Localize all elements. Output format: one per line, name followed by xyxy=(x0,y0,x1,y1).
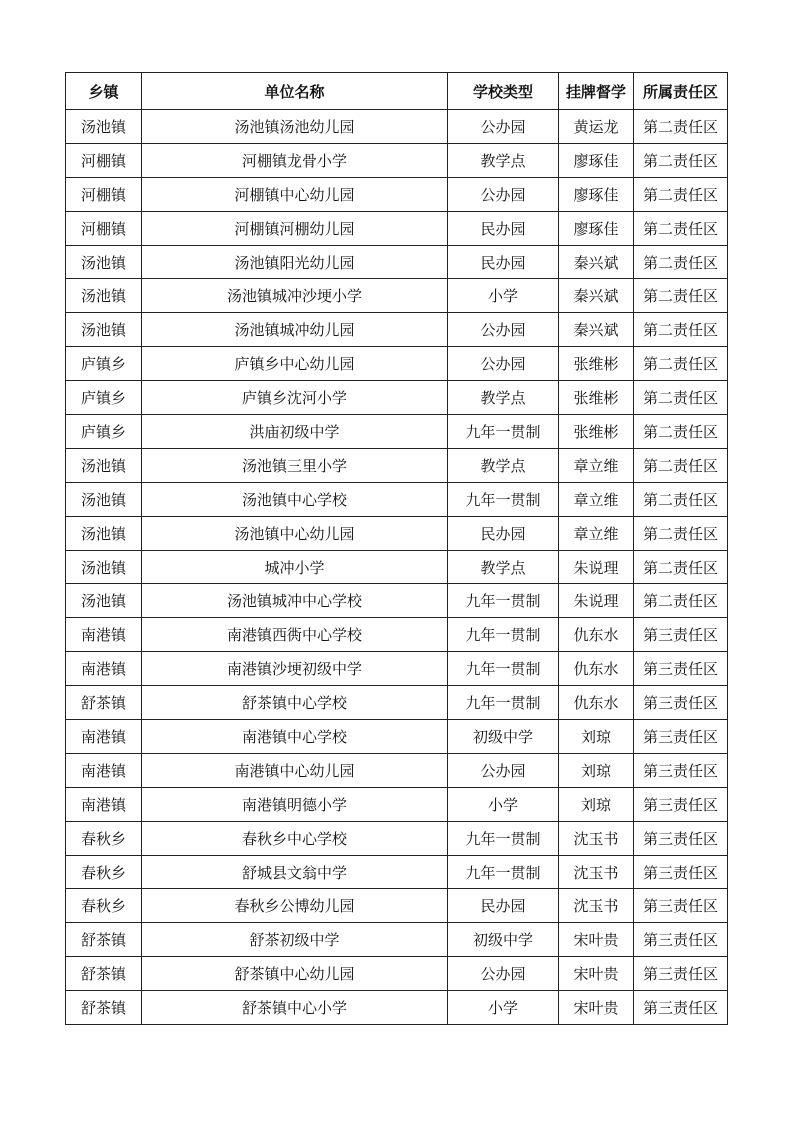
table-row xyxy=(66,855,728,889)
cell-school-type: 小学 xyxy=(448,787,559,821)
cell-unit-name: 春秋乡公博幼儿园 xyxy=(142,889,448,923)
table-row xyxy=(66,279,728,313)
table-row xyxy=(66,313,728,347)
cell-supervisor: 刘琼 xyxy=(559,720,634,754)
cell-school-type: 教学点 xyxy=(448,143,559,177)
table-row xyxy=(66,177,728,211)
cell-supervisor: 刘琼 xyxy=(559,753,634,787)
cell-school-type: 九年一贯制 xyxy=(448,821,559,855)
cell-school-type: 公办园 xyxy=(448,313,559,347)
cell-responsibility-zone: 第三责任区 xyxy=(634,686,728,720)
table-row xyxy=(66,211,728,245)
table-row xyxy=(66,889,728,923)
cell-supervisor: 沈玉书 xyxy=(559,821,634,855)
cell-supervisor: 宋叶贵 xyxy=(559,991,634,1025)
cell-unit-name: 汤池镇城冲中心学校 xyxy=(142,584,448,618)
cell-supervisor: 仇东水 xyxy=(559,618,634,652)
cell-township: 春秋乡 xyxy=(66,889,142,923)
school-supervision-table xyxy=(65,72,728,1025)
table-row xyxy=(66,957,728,991)
table-row xyxy=(66,347,728,381)
cell-township: 舒茶镇 xyxy=(66,957,142,991)
cell-supervisor: 沈玉书 xyxy=(559,855,634,889)
cell-supervisor: 张维彬 xyxy=(559,381,634,415)
cell-responsibility-zone: 第三责任区 xyxy=(634,652,728,686)
table-header-row xyxy=(66,73,728,110)
header-supervisor: 挂牌督学 xyxy=(559,73,634,110)
table-row xyxy=(66,550,728,584)
cell-unit-name: 庐镇乡中心幼儿园 xyxy=(142,347,448,381)
cell-responsibility-zone: 第三责任区 xyxy=(634,957,728,991)
cell-responsibility-zone: 第二责任区 xyxy=(634,347,728,381)
header-responsibility-zone: 所属责任区 xyxy=(634,73,728,110)
cell-township: 河棚镇 xyxy=(66,143,142,177)
cell-unit-name: 汤池镇中心幼儿园 xyxy=(142,516,448,550)
table-row xyxy=(66,448,728,482)
cell-responsibility-zone: 第二责任区 xyxy=(634,245,728,279)
cell-responsibility-zone: 第三责任区 xyxy=(634,991,728,1025)
cell-supervisor: 张维彬 xyxy=(559,415,634,449)
cell-township: 春秋乡 xyxy=(66,855,142,889)
cell-township: 南港镇 xyxy=(66,618,142,652)
header-school-type: 学校类型 xyxy=(448,73,559,110)
cell-township: 河棚镇 xyxy=(66,177,142,211)
table-row xyxy=(66,991,728,1025)
cell-supervisor: 沈玉书 xyxy=(559,889,634,923)
cell-school-type: 民办园 xyxy=(448,211,559,245)
cell-unit-name: 南港镇沙埂初级中学 xyxy=(142,652,448,686)
table-row xyxy=(66,381,728,415)
cell-unit-name: 南港镇明德小学 xyxy=(142,787,448,821)
cell-responsibility-zone: 第二责任区 xyxy=(634,550,728,584)
header-township: 乡镇 xyxy=(66,73,142,110)
cell-unit-name: 汤池镇城冲幼儿园 xyxy=(142,313,448,347)
cell-supervisor: 张维彬 xyxy=(559,347,634,381)
cell-school-type: 九年一贯制 xyxy=(448,618,559,652)
cell-township: 汤池镇 xyxy=(66,313,142,347)
cell-school-type: 初级中学 xyxy=(448,720,559,754)
cell-township: 汤池镇 xyxy=(66,448,142,482)
cell-unit-name: 汤池镇汤池幼儿园 xyxy=(142,110,448,144)
cell-township: 汤池镇 xyxy=(66,245,142,279)
cell-responsibility-zone: 第三责任区 xyxy=(634,855,728,889)
cell-responsibility-zone: 第二责任区 xyxy=(634,516,728,550)
cell-township: 汤池镇 xyxy=(66,110,142,144)
cell-unit-name: 河棚镇河棚幼儿园 xyxy=(142,211,448,245)
table-row xyxy=(66,652,728,686)
cell-school-type: 公办园 xyxy=(448,347,559,381)
cell-school-type: 九年一贯制 xyxy=(448,686,559,720)
cell-unit-name: 汤池镇三里小学 xyxy=(142,448,448,482)
cell-school-type: 公办园 xyxy=(448,957,559,991)
cell-township: 汤池镇 xyxy=(66,279,142,313)
table-row xyxy=(66,482,728,516)
table-row xyxy=(66,821,728,855)
cell-supervisor: 朱说理 xyxy=(559,584,634,618)
cell-township: 庐镇乡 xyxy=(66,415,142,449)
cell-supervisor: 廖琢佳 xyxy=(559,143,634,177)
header-unit-name: 单位名称 xyxy=(142,73,448,110)
cell-township: 舒茶镇 xyxy=(66,991,142,1025)
cell-responsibility-zone: 第二责任区 xyxy=(634,313,728,347)
table-row xyxy=(66,584,728,618)
table-row xyxy=(66,618,728,652)
cell-responsibility-zone: 第二责任区 xyxy=(634,177,728,211)
table-row xyxy=(66,415,728,449)
table-row xyxy=(66,720,728,754)
cell-township: 河棚镇 xyxy=(66,211,142,245)
cell-school-type: 教学点 xyxy=(448,381,559,415)
cell-school-type: 小学 xyxy=(448,991,559,1025)
cell-supervisor: 秦兴斌 xyxy=(559,245,634,279)
cell-school-type: 九年一贯制 xyxy=(448,415,559,449)
cell-school-type: 初级中学 xyxy=(448,923,559,957)
table-row xyxy=(66,516,728,550)
cell-school-type: 小学 xyxy=(448,279,559,313)
cell-unit-name: 汤池镇城冲沙埂小学 xyxy=(142,279,448,313)
cell-responsibility-zone: 第三责任区 xyxy=(634,618,728,652)
table-row xyxy=(66,753,728,787)
cell-unit-name: 南港镇中心幼儿园 xyxy=(142,753,448,787)
cell-school-type: 公办园 xyxy=(448,753,559,787)
cell-school-type: 九年一贯制 xyxy=(448,482,559,516)
cell-supervisor: 秦兴斌 xyxy=(559,279,634,313)
cell-responsibility-zone: 第三责任区 xyxy=(634,889,728,923)
cell-school-type: 九年一贯制 xyxy=(448,855,559,889)
cell-supervisor: 宋叶贵 xyxy=(559,923,634,957)
cell-school-type: 民办园 xyxy=(448,516,559,550)
cell-unit-name: 河棚镇龙骨小学 xyxy=(142,143,448,177)
cell-township: 汤池镇 xyxy=(66,584,142,618)
cell-unit-name: 舒茶镇中心小学 xyxy=(142,991,448,1025)
table-body xyxy=(66,110,728,1025)
cell-unit-name: 河棚镇中心幼儿园 xyxy=(142,177,448,211)
cell-supervisor: 仇东水 xyxy=(559,652,634,686)
table-row xyxy=(66,143,728,177)
school-supervision-table-sheet xyxy=(65,72,727,1025)
cell-township: 汤池镇 xyxy=(66,516,142,550)
cell-unit-name: 汤池镇中心学校 xyxy=(142,482,448,516)
cell-supervisor: 章立维 xyxy=(559,448,634,482)
cell-supervisor: 章立维 xyxy=(559,482,634,516)
cell-unit-name: 舒茶镇中心幼儿园 xyxy=(142,957,448,991)
cell-supervisor: 秦兴斌 xyxy=(559,313,634,347)
cell-responsibility-zone: 第二责任区 xyxy=(634,110,728,144)
cell-school-type: 九年一贯制 xyxy=(448,652,559,686)
cell-unit-name: 舒城县文翁中学 xyxy=(142,855,448,889)
cell-responsibility-zone: 第二责任区 xyxy=(634,279,728,313)
cell-supervisor: 黄运龙 xyxy=(559,110,634,144)
cell-township: 南港镇 xyxy=(66,753,142,787)
table-row xyxy=(66,787,728,821)
cell-responsibility-zone: 第二责任区 xyxy=(634,381,728,415)
cell-township: 庐镇乡 xyxy=(66,347,142,381)
cell-township: 汤池镇 xyxy=(66,482,142,516)
cell-supervisor: 廖琢佳 xyxy=(559,211,634,245)
cell-school-type: 公办园 xyxy=(448,110,559,144)
cell-responsibility-zone: 第二责任区 xyxy=(634,584,728,618)
cell-responsibility-zone: 第三责任区 xyxy=(634,720,728,754)
cell-school-type: 教学点 xyxy=(448,448,559,482)
cell-unit-name: 舒茶镇中心学校 xyxy=(142,686,448,720)
cell-responsibility-zone: 第二责任区 xyxy=(634,415,728,449)
cell-township: 汤池镇 xyxy=(66,550,142,584)
cell-responsibility-zone: 第二责任区 xyxy=(634,143,728,177)
cell-responsibility-zone: 第三责任区 xyxy=(634,923,728,957)
cell-unit-name: 南港镇中心学校 xyxy=(142,720,448,754)
cell-township: 庐镇乡 xyxy=(66,381,142,415)
cell-unit-name: 庐镇乡沈河小学 xyxy=(142,381,448,415)
cell-school-type: 九年一贯制 xyxy=(448,584,559,618)
cell-responsibility-zone: 第三责任区 xyxy=(634,787,728,821)
cell-supervisor: 廖琢佳 xyxy=(559,177,634,211)
cell-township: 南港镇 xyxy=(66,652,142,686)
cell-township: 南港镇 xyxy=(66,720,142,754)
cell-responsibility-zone: 第二责任区 xyxy=(634,211,728,245)
cell-supervisor: 章立维 xyxy=(559,516,634,550)
cell-township: 春秋乡 xyxy=(66,821,142,855)
cell-school-type: 公办园 xyxy=(448,177,559,211)
cell-township: 舒茶镇 xyxy=(66,923,142,957)
cell-unit-name: 舒茶初级中学 xyxy=(142,923,448,957)
cell-responsibility-zone: 第二责任区 xyxy=(634,482,728,516)
cell-unit-name: 洪庙初级中学 xyxy=(142,415,448,449)
table-row xyxy=(66,923,728,957)
table-row xyxy=(66,686,728,720)
cell-township: 舒茶镇 xyxy=(66,686,142,720)
cell-supervisor: 宋叶贵 xyxy=(559,957,634,991)
cell-supervisor: 刘琼 xyxy=(559,787,634,821)
cell-unit-name: 南港镇西衖中心学校 xyxy=(142,618,448,652)
cell-township: 南港镇 xyxy=(66,787,142,821)
table-row xyxy=(66,110,728,144)
cell-unit-name: 城冲小学 xyxy=(142,550,448,584)
cell-unit-name: 春秋乡中心学校 xyxy=(142,821,448,855)
cell-school-type: 教学点 xyxy=(448,550,559,584)
cell-school-type: 民办园 xyxy=(448,889,559,923)
cell-responsibility-zone: 第三责任区 xyxy=(634,821,728,855)
cell-supervisor: 朱说理 xyxy=(559,550,634,584)
cell-school-type: 民办园 xyxy=(448,245,559,279)
cell-unit-name: 汤池镇阳光幼儿园 xyxy=(142,245,448,279)
table-row xyxy=(66,245,728,279)
cell-supervisor: 仇东水 xyxy=(559,686,634,720)
cell-responsibility-zone: 第三责任区 xyxy=(634,753,728,787)
cell-responsibility-zone: 第二责任区 xyxy=(634,448,728,482)
